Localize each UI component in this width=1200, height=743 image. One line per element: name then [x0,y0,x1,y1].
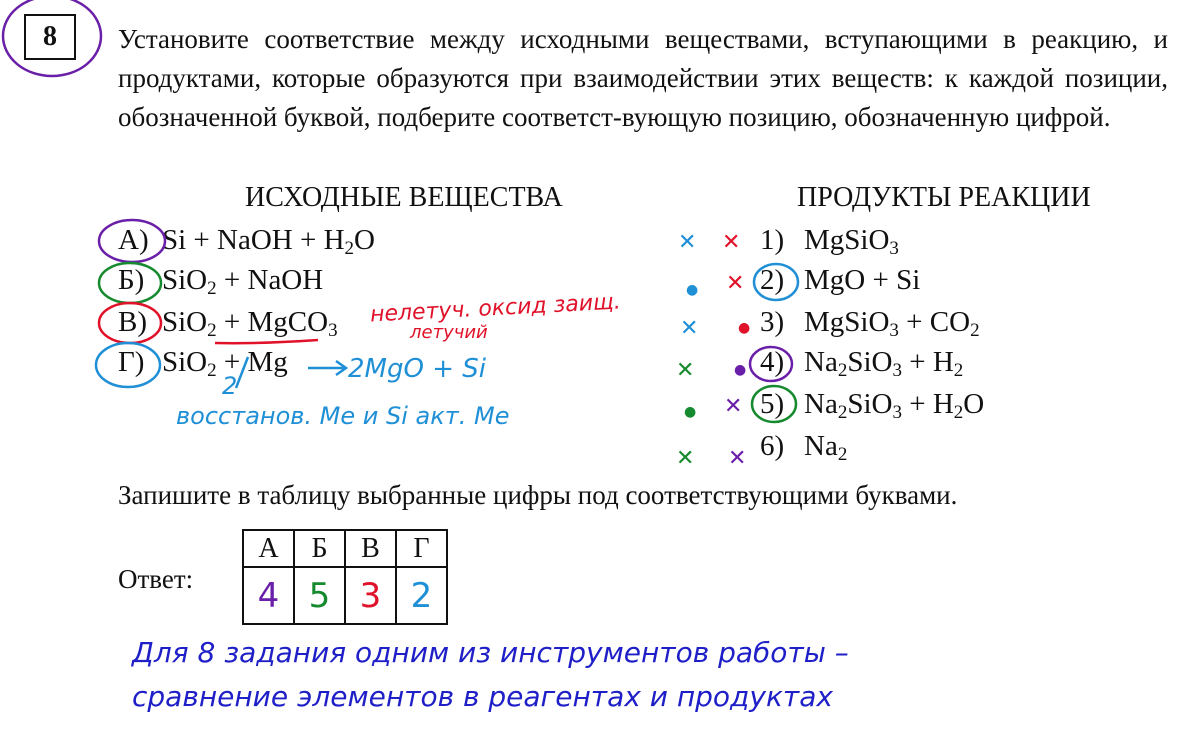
blue-arrow [308,361,346,375]
product-1: 1) MgSiO$_3$ [760,224,899,259]
product-5: 5) $Na_2SiO_3 + H_2O$ [760,388,985,423]
reactant-b: Б) SiO$_2$ + NaOH [118,264,324,299]
cross-mark-icon: ✕ [680,316,699,341]
reactants-header: ИСХОДНЫЕ ВЕЩЕСТВА [245,182,563,213]
mgco3-underline [215,340,318,343]
product-number: 1) [760,224,785,256]
answer-col-g-header: Г [396,530,447,567]
reactant-letter: Б) [118,264,145,296]
reactant-letter: Г) [118,346,145,378]
write-instruction: Запишите в таблицу выбранные цифры под соответствующими буквами. [118,480,958,510]
product-4: 4) $Na_2SiO_3 + H_2$ [760,346,964,381]
answer-cell-a[interactable]: 4 [243,567,294,624]
cross-mark-icon: ✕ [676,446,695,471]
cross-mark-icon: ✕ [678,230,697,255]
blue-equation-note: 2MgO + Si [348,354,486,384]
product-5-circle [752,386,796,422]
task-number-circle [3,0,101,76]
answer-cell-b[interactable]: 5 [294,567,345,624]
task-number: 8 [24,14,76,60]
product-6: 6) $Na_2$ [760,430,848,465]
product-number: 4) [760,346,785,378]
answer-col-a-header: А [243,530,294,567]
answer-cell-g[interactable]: 2 [396,567,447,624]
reactant-a-circle [99,220,165,262]
reactant-a: А) Si + NaOH + $H_2O$ [118,224,375,259]
blue-slash [236,357,248,388]
reactant-letter: В) [118,306,147,338]
blue-note-reduction: восстанов. Ме и Si акт. Ме [176,402,510,430]
products-header: ПРОДУКТЫ РЕАКЦИИ [797,182,1091,213]
bottom-note-line-1: Для 8 задания одним из инструментов работы – [132,636,849,669]
product-2-circle [754,264,798,300]
product-4-circle [750,347,792,381]
dot-mark-icon: ● [734,362,747,378]
reactant-v-circle [99,303,161,343]
answer-col-v-header: В [345,530,396,567]
cross-mark-icon: ✕ [724,394,743,419]
answer-cell-v[interactable]: 3 [345,567,396,624]
product-number: 5) [760,388,785,420]
reactant-g-circle [96,343,160,387]
task-intro: Установите соответствие между исходными веществами, вступающими в реакцию, и продуктами, которые образуются при взаимодействии этих веществ: к каждой позиции, обозначенной буквой, подберите соответст-вующую позицию, обозначенную цифрой. [118,24,1168,132]
answer-col-b-header: Б [294,530,345,567]
product-number: 2) [760,264,785,296]
product-3: 3) MgSiO$_3$ + $CO_2$ [760,306,980,341]
blue-coefficient: 2 [222,372,238,400]
bottom-note-line-2: сравнение элементов в реагентах и продуктах [132,680,833,713]
dot-mark-icon: ● [684,404,697,420]
cross-mark-icon: ✕ [722,230,741,255]
reactant-g: Г) SiO$_2$ + Mg [118,346,288,381]
product-number: 6) [760,430,785,462]
answer-label: Ответ: [118,564,194,594]
cross-mark-icon: ✕ [676,358,695,383]
cross-mark-icon: ✕ [726,271,745,296]
dot-mark-icon: ● [738,320,751,336]
reactant-letter: А) [118,224,149,256]
cross-mark-icon: ✕ [728,446,747,471]
dot-mark-icon: ● [686,282,699,298]
reactant-b-circle [99,263,161,303]
reactant-v: В) SiO$_2$ + MgCO$_3$ [118,306,338,341]
product-2: 2) MgO + Si [760,264,921,296]
red-note-volatile: летучий [410,322,488,343]
red-note-nonvolatile: нелетуч. оксид заищ. [369,289,622,328]
product-number: 3) [760,306,785,338]
